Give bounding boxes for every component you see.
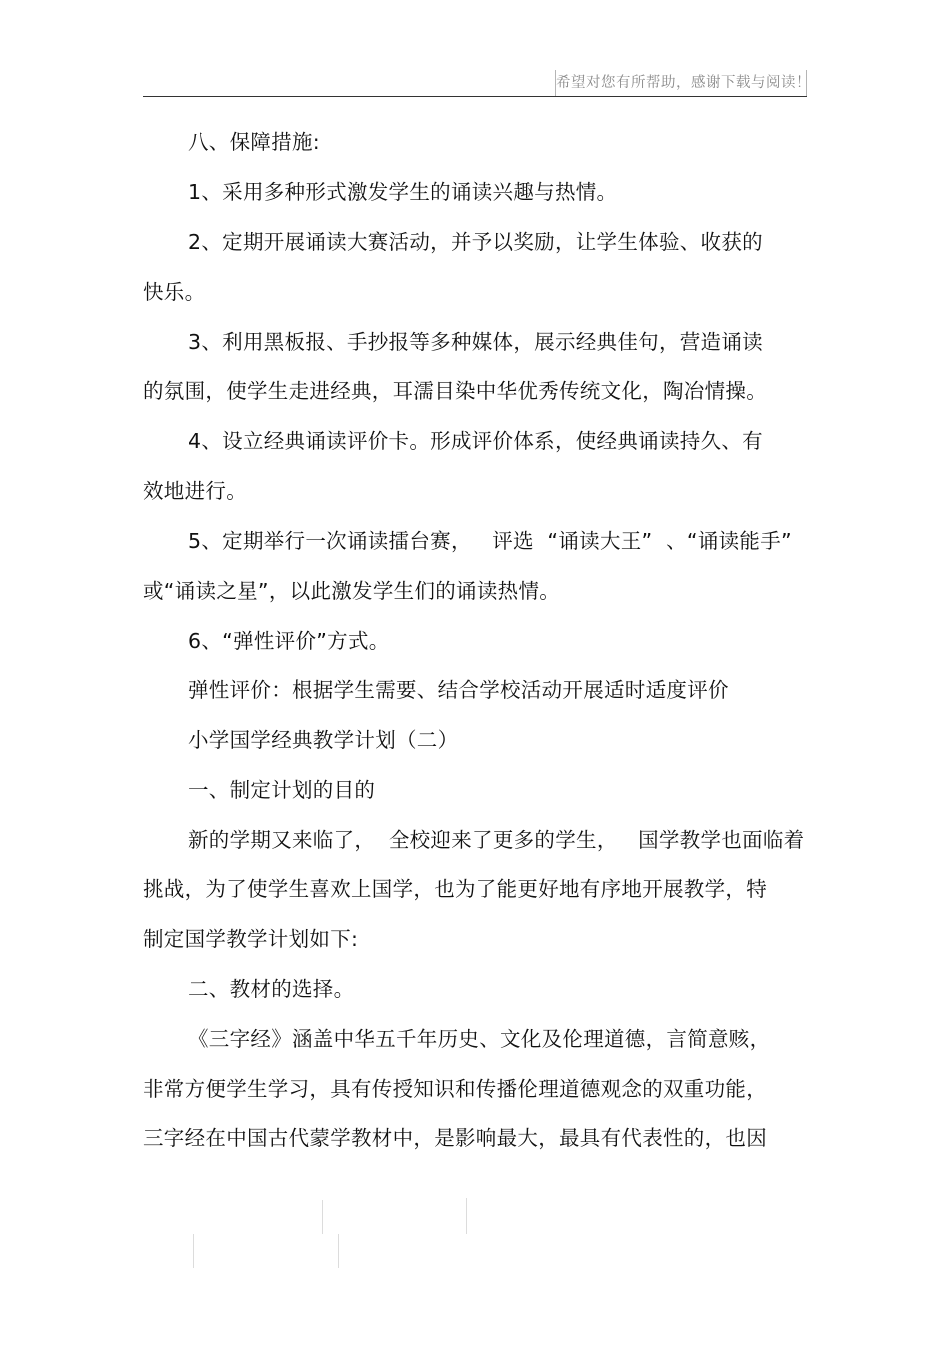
paragraph-line: 的氛围，使学生走进经典，耳濡目染中华优秀传统文化，陶冶情操。: [143, 379, 767, 403]
paragraph-line: 新的学期又来临了， 全校迎来了更多的学生， 国学教学也面临着: [188, 828, 805, 852]
scan-artifact-line: [193, 1234, 194, 1268]
section-heading-guarantee-measures: 八、保障措施:: [188, 130, 321, 154]
paragraph-line: 弹性评价：根据学生需要、结合学校活动开展适时适度评价: [188, 678, 729, 702]
scan-artifact-line: [338, 1234, 339, 1268]
paragraph-line: 非常方便学生学习，具有传授知识和传播伦理道德观念的双重功能，: [143, 1077, 767, 1101]
section-heading-textbook: 二、教材的选择。: [188, 977, 355, 1001]
paragraph-line: 4、设立经典诵读评价卡。形成评价体系，使经典诵读持久、有: [188, 429, 763, 453]
paragraph-line: 效地进行。: [143, 479, 247, 503]
scan-artifact-line: [466, 1198, 467, 1234]
section-heading-purpose: 一、制定计划的目的: [188, 778, 376, 802]
paragraph-line: 5、定期举行一次诵读擂台赛， 评选 “诵读大王” 、“诵读能手”: [188, 529, 792, 553]
paragraph-line: 6、“弹性评价”方式。: [188, 629, 390, 653]
paragraph-line: 3、利用黑板报、手抄报等多种媒体，展示经典佳句，营造诵读: [188, 330, 763, 354]
page-header-banner: 希望对您有所帮助，感谢下载与阅读！: [555, 70, 807, 96]
paragraph-line: 挑战，为了使学生喜欢上国学，也为了能更好地有序地开展教学，特: [143, 877, 767, 901]
paragraph-line: 三字经在中国古代蒙学教材中，是影响最大，最具有代表性的，也因: [143, 1126, 767, 1150]
paragraph-line: 《三字经》涵盖中华五千年历史、文化及伦理道德，言简意赅，: [188, 1027, 771, 1051]
paragraph-line: 2、定期开展诵读大赛活动，并予以奖励，让学生体验、收获的: [188, 230, 763, 254]
scan-artifact-line: [322, 1200, 323, 1234]
header-divider: [143, 96, 807, 97]
paragraph-line: 快乐。: [143, 280, 206, 304]
paragraph-line: 制定国学教学计划如下:: [143, 927, 359, 951]
plan-subtitle: 小学国学经典教学计划（二）: [188, 728, 459, 752]
paragraph-line: 1、采用多种形式激发学生的诵读兴趣与热情。: [188, 180, 618, 204]
paragraph-line: 或“诵读之星”，以此激发学生们的诵读热情。: [143, 579, 561, 603]
